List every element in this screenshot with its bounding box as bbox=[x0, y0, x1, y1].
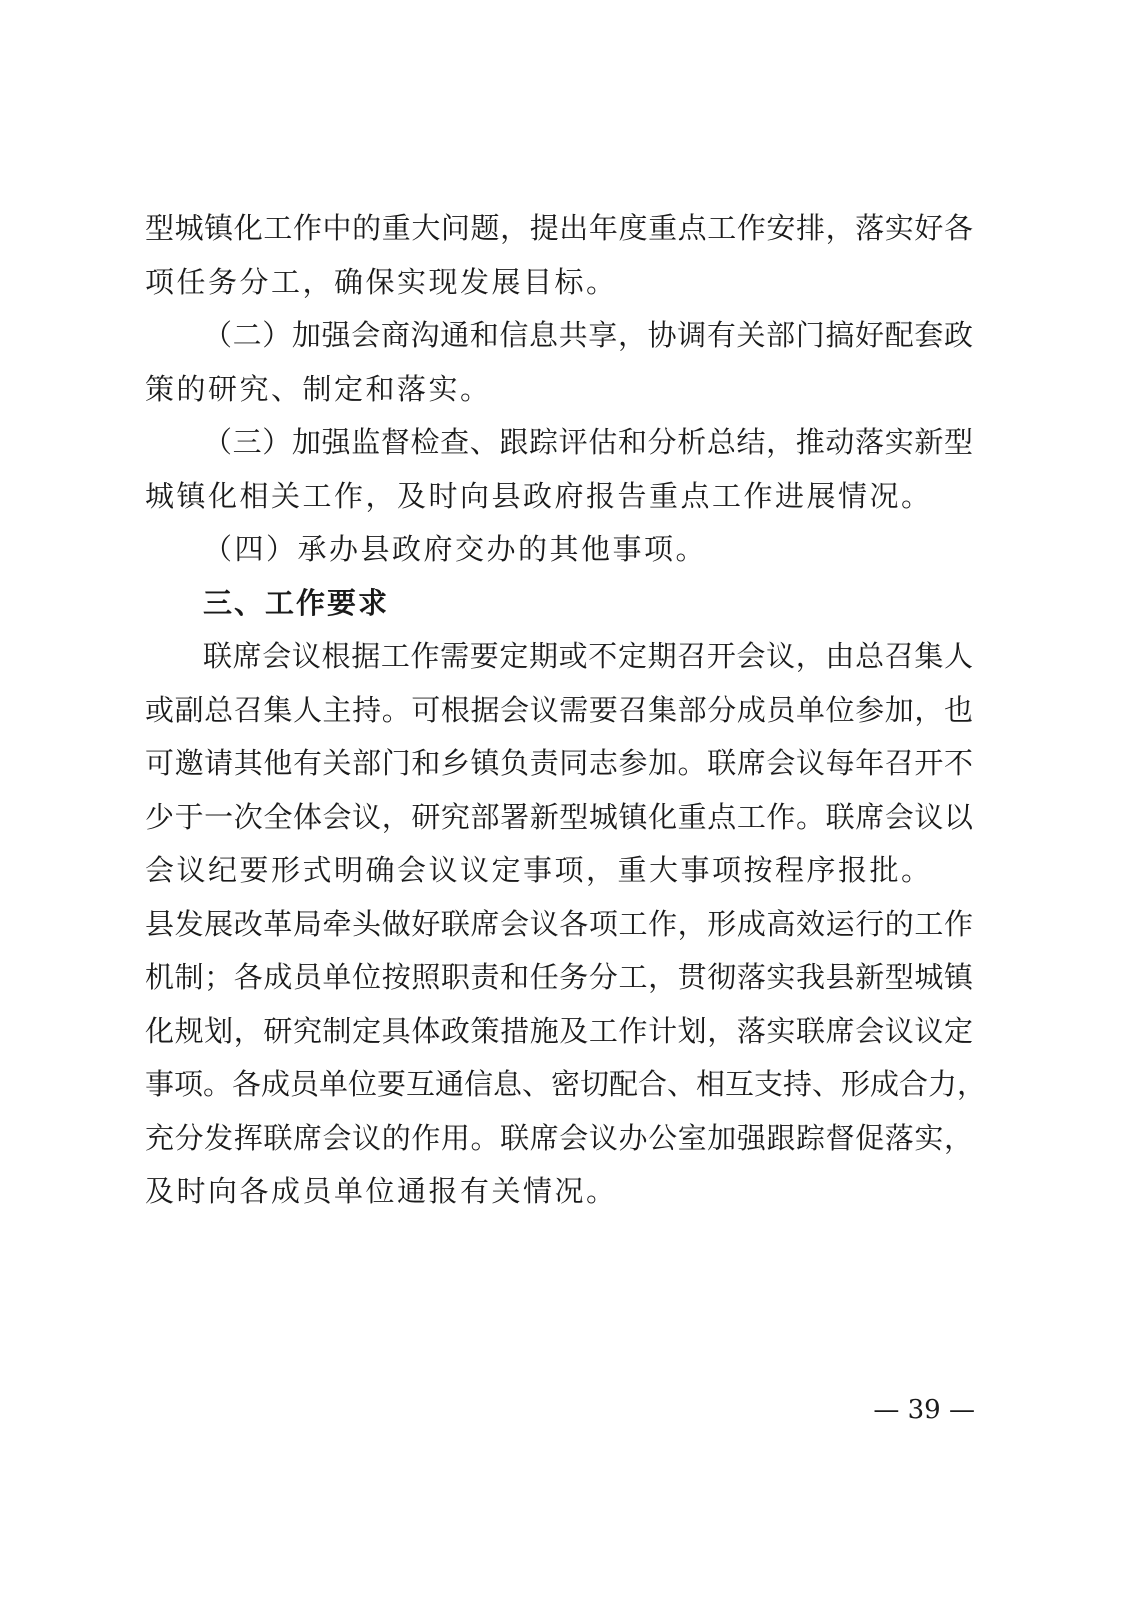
paragraph-line: 充分发挥联席会议的作用。联席会议办公室加强跟踪督促落实， bbox=[145, 1120, 973, 1155]
paragraph-line: （二）加强会商沟通和信息共享，协调有关部门搞好配套政 bbox=[203, 318, 973, 352]
paragraph-line: 县发展改革局牵头做好联席会议各项工作，形成高效运行的工作 bbox=[145, 906, 973, 941]
paragraph-line: 策的研究、制定和落实。 bbox=[145, 371, 492, 406]
paragraph-line: 会议纪要形式明确会议议定事项，重大事项按程序报批。 bbox=[145, 853, 933, 887]
body-text bbox=[145, 202, 987, 1219]
paragraph-line: 城镇化相关工作，及时向县政府报告重点工作进展情况。 bbox=[145, 478, 933, 513]
paragraph-line: （三）加强监督检查、跟踪评估和分析总结，推动落实新型 bbox=[203, 425, 973, 459]
paragraph-line: 项任务分工，确保实现发展目标。 bbox=[145, 264, 618, 299]
paragraph-line: 事项。各成员单位要互通信息、密切配合、相互支持、形成合力， bbox=[145, 1067, 987, 1101]
page-number: — 39 — bbox=[873, 1395, 975, 1425]
paragraph-line: 联席会议根据工作需要定期或不定期召开会议，由总召集人 bbox=[203, 639, 973, 673]
paragraph-line: 化规划，研究制定具体政策措施及工作计划，落实联席会议议定 bbox=[145, 1013, 973, 1048]
paragraph-line: 或副总召集人主持。可根据会议需要召集部分成员单位参加，也 bbox=[145, 692, 973, 727]
paragraph-line: 机制；各成员单位按照职责和任务分工，贯彻落实我县新型城镇 bbox=[145, 960, 973, 994]
paragraph-line: 少于一次全体会议，研究部署新型城镇化重点工作。联席会议以 bbox=[145, 799, 973, 834]
paragraph-line: 可邀请其他有关部门和乡镇负责同志参加。联席会议每年召开不 bbox=[145, 746, 973, 780]
section-heading: 三、工作要求 bbox=[203, 585, 390, 620]
paragraph-line: 型城镇化工作中的重大问题，提出年度重点工作安排，落实好各 bbox=[145, 211, 973, 245]
paragraph-line: （四）承办县政府交办的其他事项。 bbox=[203, 532, 708, 566]
paragraph-line: 及时向各成员单位通报有关情况。 bbox=[145, 1174, 618, 1208]
